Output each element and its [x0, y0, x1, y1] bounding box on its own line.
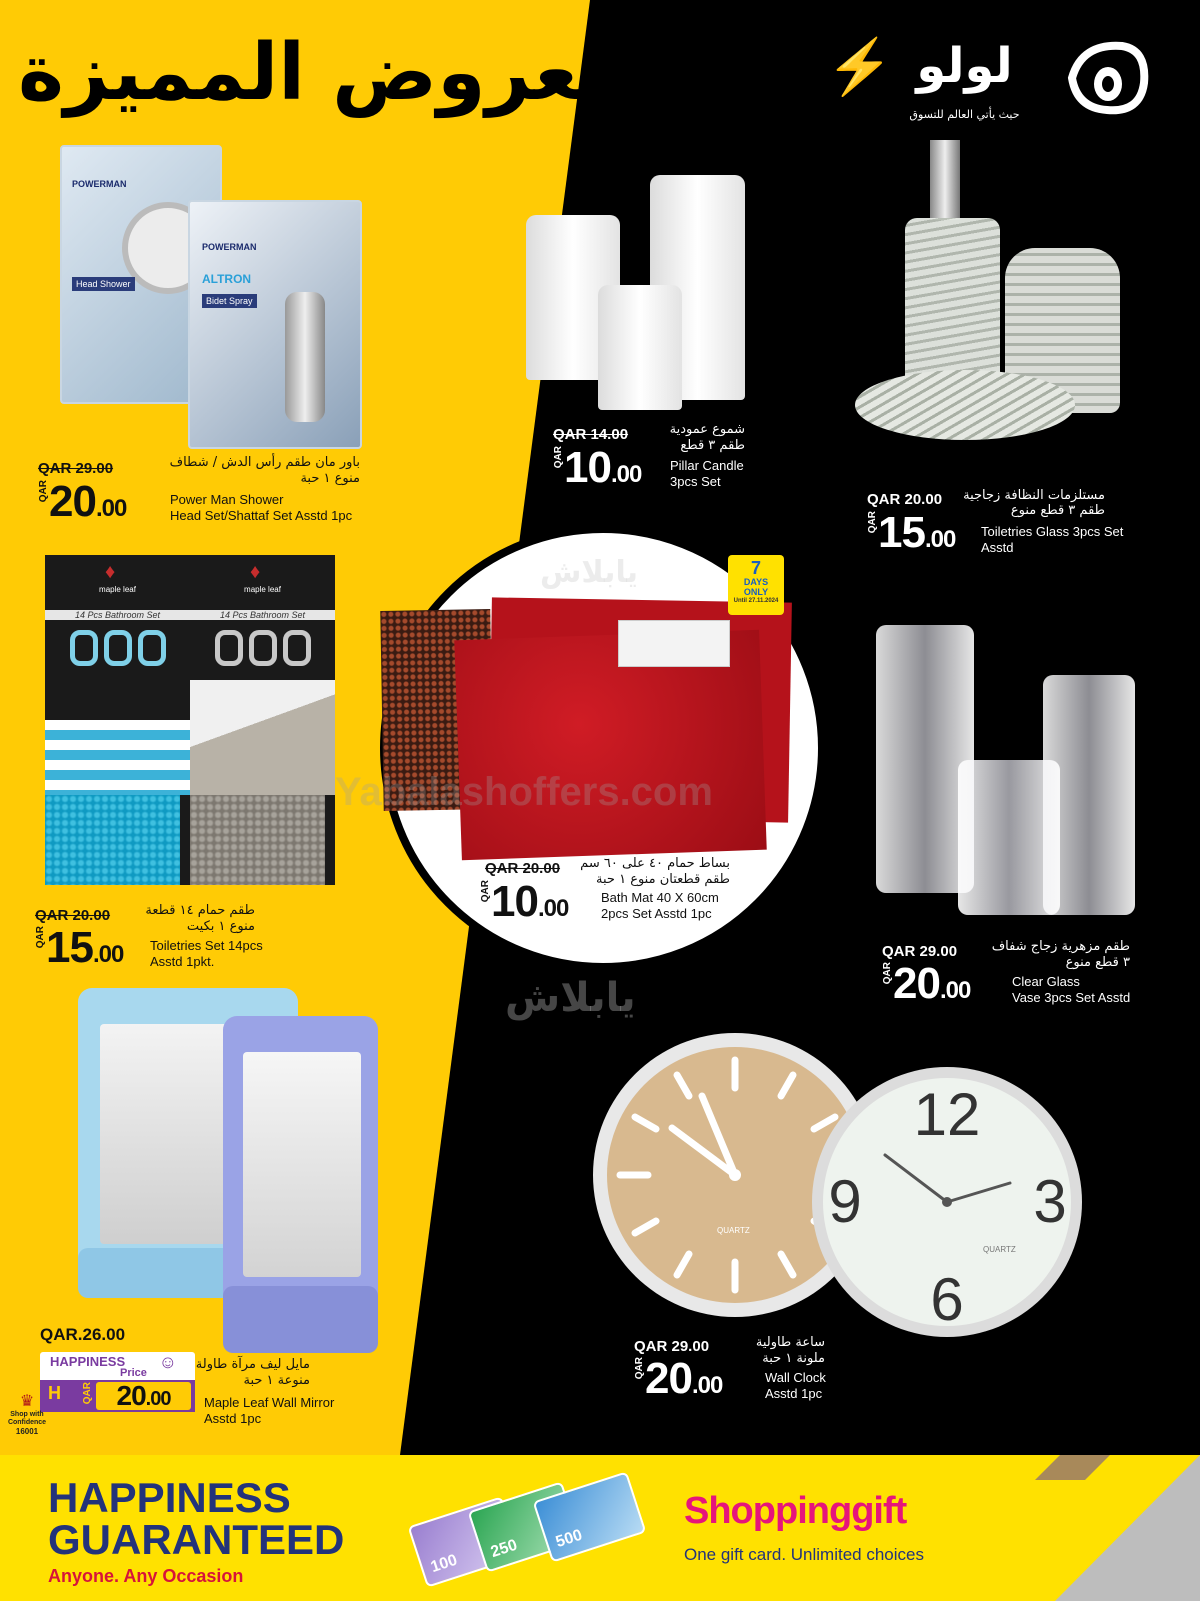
card-value: 250 [488, 1536, 520, 1562]
mirror-glass [243, 1052, 361, 1277]
desc-ar-1: شموع عمودية [669, 422, 745, 437]
curtain-rings [55, 630, 180, 670]
price [480, 877, 569, 926]
price-cents: .00 [95, 495, 127, 522]
curtain-rings [200, 630, 325, 670]
desc-en-1: Bath Mat 40 X 60cm [601, 890, 719, 905]
package-name: Bidet Spray [202, 294, 257, 308]
shopping-gift-logo [684, 1490, 906, 1533]
soap-pump [930, 140, 960, 220]
package-sub: ALTRON [202, 272, 252, 286]
old-price: QAR.26.00 [40, 1325, 126, 1344]
desc-en-2: 3pcs Set [670, 474, 721, 489]
currency-label: QAR [634, 1357, 645, 1380]
desc-en-2: Head Set/Shattaf Set Asstd 1pc [170, 508, 353, 523]
seven-days-badge [728, 555, 784, 615]
desc-ar-1: مستلزمات النظافة زجاجية [963, 488, 1105, 503]
old-price: QAR 14.00 [553, 426, 629, 443]
desc-en-2: Asstd 1pkt. [150, 954, 215, 969]
clock-brand-wood: QUARTZ [717, 1226, 750, 1235]
maple-leaf-icon: ♦ [250, 561, 261, 583]
happiness-price-bar [40, 1380, 195, 1412]
product-clock[interactable] [590, 1030, 1100, 1340]
striped-curtain [45, 720, 190, 795]
desc-ar-1: طقم مزهرية زجاج شفاف [991, 939, 1130, 954]
page-title: العروض المميزة [18, 28, 635, 118]
desc-en-1: Clear Glass [1012, 974, 1080, 989]
desc-ar-2: طقم ٣ قطع [680, 438, 745, 453]
price-cents: .00 [924, 526, 956, 553]
package-brand: POWERMAN [202, 242, 257, 252]
desc-ar-2: طقم قطعتان منوع ١ حبة [596, 872, 730, 887]
vase-short [958, 760, 1060, 915]
mat-label-card [618, 620, 730, 667]
package-name: 14 Pcs Bathroom Set [45, 610, 190, 620]
price [35, 923, 124, 972]
lulu-logo [882, 38, 1152, 128]
desc-en-1: Toiletries Glass 3pcs Set [981, 524, 1124, 539]
package-brand: maple leaf [99, 585, 136, 594]
watermark-ar-2: يابلاش [540, 555, 638, 590]
happiness-price-box [40, 1352, 195, 1412]
happiness-sub: Price [120, 1367, 147, 1379]
desc-en-2: Asstd 1pc [765, 1386, 823, 1401]
badge-line3: 16001 [15, 1427, 39, 1436]
maple-leaf-icon: ♦ [105, 561, 116, 583]
footer-line3: Anyone. Any Occasion [48, 1566, 244, 1586]
product-candle[interactable] [520, 145, 750, 410]
badge-line1: Shop with [10, 1411, 44, 1418]
old-price: QAR 20.00 [35, 907, 111, 924]
desc-en-2: Vase 3pcs Set Asstd [1012, 990, 1131, 1005]
mirror-lavender [223, 1016, 378, 1353]
hp-icon: H [48, 1383, 61, 1403]
desc-ar-2: ٣ قطع منوع [1065, 955, 1130, 970]
card-value: 100 [428, 1551, 460, 1577]
badge-number: 7 [750, 558, 761, 578]
desc-en-2: 2pcs Set Asstd 1pc [601, 906, 712, 921]
price-pill [96, 1382, 191, 1410]
toiletries-package-2 [190, 555, 335, 885]
currency-label: QAR [38, 480, 49, 503]
product-vase[interactable] [870, 625, 1155, 915]
footer-line2: GUARANTEED [48, 1516, 345, 1563]
product-mirror[interactable] [78, 988, 378, 1353]
price-main: 10 [491, 877, 538, 926]
desc-ar-2: منوع ١ حبة [300, 471, 360, 486]
product-toiletries-set[interactable] [45, 555, 340, 885]
desc-ar-1: ساعة طاولية [755, 1335, 825, 1350]
shop-confidence-badge [2, 1393, 52, 1445]
desc-ar-2: ملونة ١ حبة [762, 1351, 825, 1366]
badge-line2: Confidence [7, 1419, 47, 1426]
gift-tagline: One gift card. Unlimited choices [684, 1545, 924, 1564]
desc-ar-1: طقم حمام ١٤ قطعة [145, 903, 255, 918]
currency-label: QAR [553, 446, 564, 469]
smiley-icon: ☺ [158, 1352, 177, 1372]
svg-text:6: 6 [930, 1266, 964, 1333]
toiletries-package-1 [45, 555, 190, 885]
old-price: QAR 29.00 [634, 1338, 710, 1355]
desc-ar-2: منوعة ١ حبة [243, 1373, 310, 1388]
mirror-stand [223, 1286, 378, 1353]
desc-en-1: Pillar Candle [670, 458, 744, 473]
desc-en-1: Power Man Shower [170, 492, 284, 507]
card-value: 500 [553, 1526, 585, 1552]
package-name: 14 Pcs Bathroom Set [190, 610, 335, 620]
desc-en-1: Toiletries Set 14pcs [150, 938, 263, 953]
currency-label: QAR [867, 511, 878, 534]
old-price: QAR 20.00 [485, 860, 561, 877]
desc-ar-1: مايل ليف مرآة طاولة [195, 1357, 310, 1372]
badge-only: ONLY [743, 587, 769, 597]
crest-icon: ♛ [19, 1393, 35, 1410]
price [634, 1354, 723, 1403]
price-main: 15 [878, 508, 925, 557]
gift-brand-a: Shopping [684, 1490, 852, 1532]
footer-line1: HAPPINESS [48, 1474, 291, 1521]
price-main: 20 [49, 477, 96, 526]
badge-until: Until 27.11.2024 [733, 598, 779, 604]
soap-dish [855, 370, 1075, 440]
lulu-emblem-icon [1062, 38, 1152, 118]
grey-curtain [190, 680, 335, 795]
desc-en-2: Asstd [981, 540, 1014, 555]
svg-text:12: 12 [913, 1081, 981, 1148]
package-brand: maple leaf [244, 585, 281, 594]
clock-white [810, 1065, 1085, 1340]
bidet-spray-icon [285, 292, 325, 422]
price-main: 15 [46, 923, 93, 972]
price-cents: .00 [691, 1372, 723, 1399]
happiness-label: HAPPINESS [50, 1354, 126, 1369]
watermark-ar-1: يابلاش [505, 975, 636, 1021]
desc-ar-1: باور مان طقم رأس الدش / شطاف [169, 455, 360, 470]
price [553, 443, 642, 492]
package-brand: POWERMAN [72, 179, 127, 189]
price-cents: .00 [939, 977, 971, 1004]
shower-package-2 [188, 200, 362, 449]
badge-days: DAYS [743, 577, 769, 587]
blue-mat [45, 795, 180, 885]
currency-label: QAR [35, 926, 46, 949]
grey-mat [190, 795, 325, 885]
gift-brand-b: gift [851, 1490, 907, 1532]
candle-middle [598, 285, 682, 410]
currency-label: QAR [82, 1382, 93, 1405]
currency-label: QAR [882, 962, 893, 985]
desc-en-1: Maple Leaf Wall Mirror [204, 1395, 335, 1410]
lightning-icon: ⚡ [826, 37, 894, 97]
svg-text:3: 3 [1033, 1168, 1067, 1235]
gift-cards [415, 1470, 655, 1590]
clock-brand: QUARTZ [983, 1245, 1016, 1254]
product-shower[interactable] [60, 145, 360, 445]
price [882, 959, 971, 1008]
watermark-site: Yabalashoffers.com [335, 770, 713, 814]
price-cents: .00 [92, 941, 124, 968]
price [38, 477, 127, 526]
desc-en-1: Wall Clock [765, 1370, 826, 1385]
old-price: QAR 29.00 [882, 943, 958, 960]
price [867, 508, 956, 557]
product-toiletries-glass[interactable] [855, 140, 1145, 445]
package-name: Head Shower [72, 277, 135, 291]
price-main: 20 [116, 1380, 146, 1411]
old-price: QAR 20.00 [867, 491, 943, 508]
price-main: 10 [564, 443, 611, 492]
price-main: 20 [645, 1354, 692, 1403]
old-price: QAR 29.00 [38, 460, 114, 477]
price-cents: .00 [610, 461, 642, 488]
desc-ar-2: منوع ١ بكيت [186, 919, 255, 934]
brand-tagline: حيث يأتي العالم للتسوق [909, 108, 1020, 121]
desc-ar-1: بساط حمام ٤٠ على ٦٠ سم [580, 856, 730, 871]
price-main: 20 [893, 959, 940, 1008]
currency-label: QAR [480, 880, 491, 903]
price-cents: .00 [145, 1388, 171, 1410]
svg-text:9: 9 [828, 1168, 862, 1235]
brand-name: لولو [916, 38, 1013, 94]
desc-ar-2: طقم ٣ قطع منوع [1010, 503, 1105, 518]
price-cents: .00 [537, 895, 569, 922]
desc-en-2: Asstd 1pc [204, 1411, 262, 1426]
